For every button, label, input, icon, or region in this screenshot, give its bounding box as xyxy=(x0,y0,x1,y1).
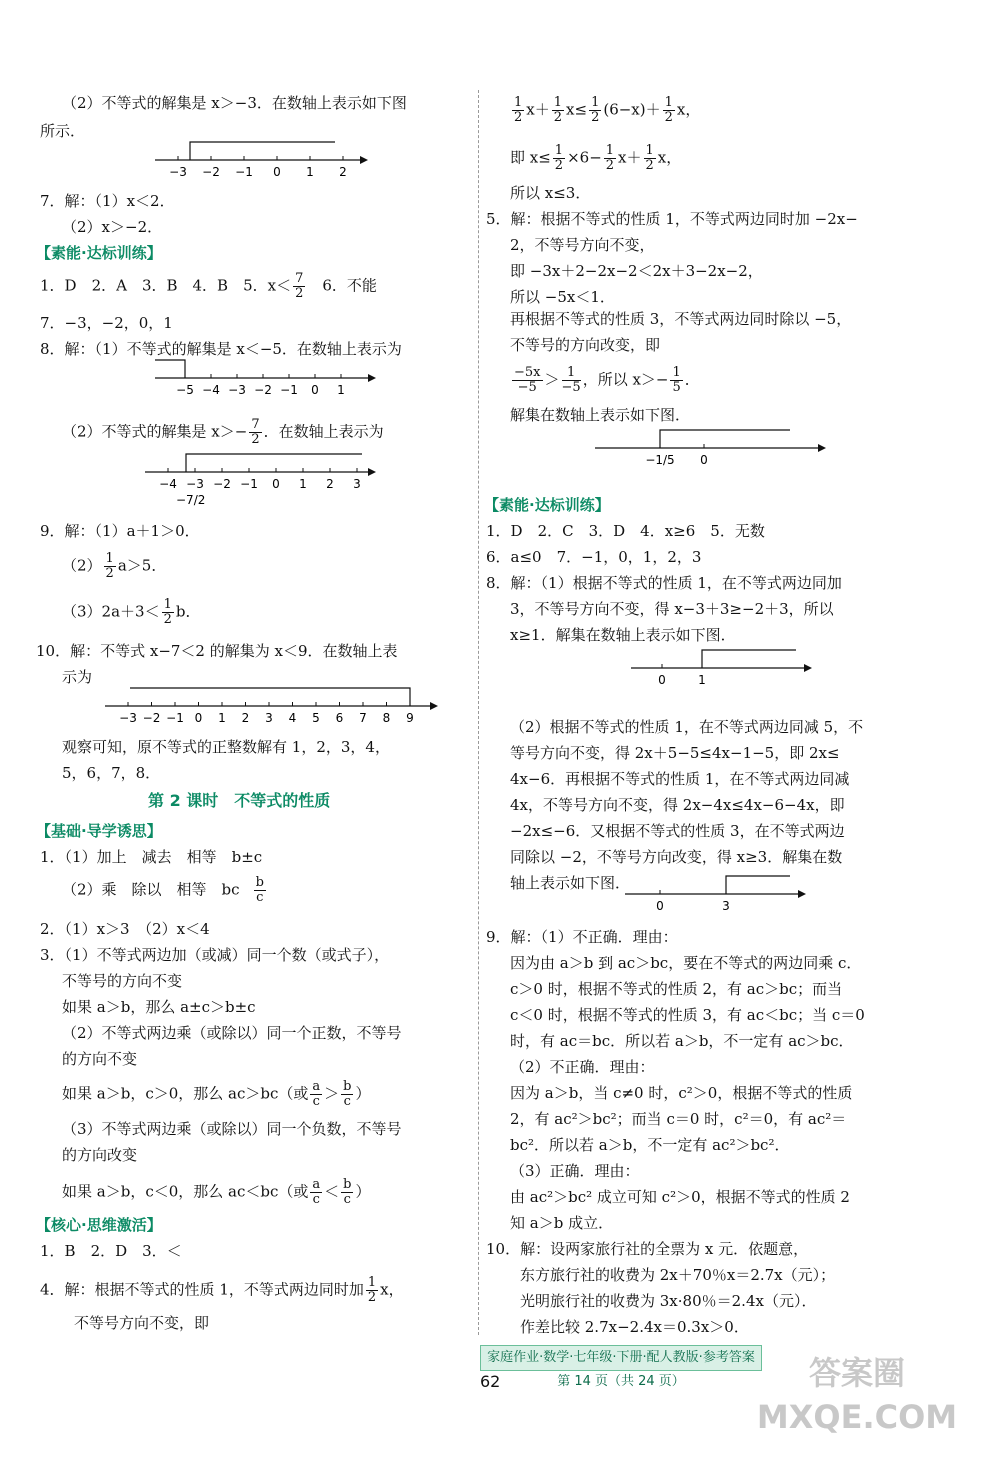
text-line: 时，有 ac＝bc．所以若 a＞b，不一定有 ac＞bc． xyxy=(510,1032,854,1050)
denominator: 2 xyxy=(554,158,564,173)
text-span: x， xyxy=(676,100,701,119)
text-line: 观察可知，原不等式的正整数解有 1，2，3，4， xyxy=(62,738,390,756)
numerator: a xyxy=(312,1177,321,1192)
tick-label: 1 xyxy=(299,477,307,491)
denominator: 2 xyxy=(645,158,654,173)
text-line: 的方向不变 xyxy=(62,1050,138,1068)
text-line: （2）根据不等式的性质 1，在不等式两边同减 5，不 xyxy=(510,718,864,736)
text-span: ．在数轴上表示为 xyxy=(263,422,384,441)
denominator: 2 xyxy=(664,110,673,125)
text-line: 同除以 −2，不等号方向改变，得 x≥3．解集在数 xyxy=(510,848,843,866)
text-line: 的方向改变 xyxy=(62,1146,138,1164)
text-span: （3）2a＋3＜ xyxy=(62,602,160,621)
denominator: 2 xyxy=(591,110,600,125)
text-line xyxy=(40,1276,404,1305)
tick-label: −4 xyxy=(202,383,220,397)
text-line: 3，不等号方向不变，得 x−3＋3≥−2＋3，所以 xyxy=(510,600,834,618)
tick-label: 0 xyxy=(658,673,666,687)
fraction xyxy=(249,418,261,447)
denominator: c xyxy=(312,1192,320,1207)
text-span: x＋ xyxy=(618,148,642,167)
tick-label: 0 xyxy=(700,453,708,467)
tick-label: 8 xyxy=(382,711,391,725)
text-line: 7．−3，−2，0，1 xyxy=(40,314,173,332)
denominator: c xyxy=(343,1192,351,1207)
text-line: 3．（1）不等式两边加（或减）同一个数（或式子）， xyxy=(40,946,390,964)
tick-label: 1 xyxy=(337,383,345,397)
text-span: 4．解：根据不等式的性质 1，不等式两边同时加 xyxy=(40,1280,364,1299)
fraction xyxy=(310,1178,322,1207)
tick-label: −3 xyxy=(119,711,137,725)
numerator: a xyxy=(312,1079,321,1094)
fraction xyxy=(644,144,656,173)
numerator: b xyxy=(343,1079,352,1094)
tick-label: −3 xyxy=(186,477,204,491)
denominator: −5 xyxy=(561,380,581,395)
text-line: （2）不正确．理由： xyxy=(510,1058,655,1076)
text-line xyxy=(62,1178,371,1207)
text-line: 9．解：（1）不正确．理由： xyxy=(486,928,678,946)
fraction xyxy=(512,366,543,395)
numerator: 1 xyxy=(553,95,563,110)
tick-label: 0 xyxy=(194,711,203,725)
tick-label: −1 xyxy=(166,711,184,725)
tick-label: 0 xyxy=(656,899,664,913)
tick-label: 1 xyxy=(698,673,706,687)
page-footer: 家庭作业·数学·七年级·下册·配人教版·参考答案 第 14 页（共 24 页） xyxy=(480,1345,762,1371)
text-line xyxy=(62,552,166,581)
denominator: 2 xyxy=(163,612,172,627)
tick-label: −7/2 xyxy=(176,493,206,507)
fraction xyxy=(512,96,524,125)
tick-label: −5 xyxy=(176,383,194,397)
tick-label: 3 xyxy=(722,899,730,913)
tick-label: 4 xyxy=(288,711,297,725)
text-line: 1．B 2．D 3．＜ xyxy=(40,1242,182,1260)
text-line: 东方旅行社的收费为 2x＋70％x＝2.7x（元）； xyxy=(520,1266,836,1284)
text-line: 知 a＞b 成立． xyxy=(510,1214,614,1232)
numerator: 1 xyxy=(645,143,654,158)
fraction xyxy=(366,1276,378,1305)
column-divider xyxy=(478,90,479,1335)
denominator: 2 xyxy=(251,432,260,447)
text-line xyxy=(62,1080,371,1109)
text-line: 不等号的方向改变，即 xyxy=(510,336,661,354)
text-line: 7．解：（1）x＜2． xyxy=(40,192,175,210)
text-line: 9．解：（1）a＋1＞0． xyxy=(40,522,200,540)
text-span: 如果 a＞b，c＞0，那么 ac＞bc（或 xyxy=(62,1084,309,1103)
tick-label: −2 xyxy=(202,165,220,179)
text-span: 即 x≤ xyxy=(510,148,551,167)
text-line: 2．（1）x＞3 （2）x＜4 xyxy=(40,920,210,938)
numerator: 1 xyxy=(664,95,673,110)
tick-label: 5 xyxy=(312,711,320,725)
denominator: c xyxy=(312,1094,320,1109)
tick-label: −4 xyxy=(159,477,177,491)
tick-label: 2 xyxy=(326,477,334,491)
text-line: −2x≤−6．又根据不等式的性质 3，在不等式两边 xyxy=(510,822,845,840)
text-line: 所以 x≤3． xyxy=(510,184,591,202)
fraction xyxy=(670,366,682,395)
denominator: 2 xyxy=(605,158,615,173)
number-line-6 xyxy=(626,644,816,690)
number-line-7 xyxy=(620,870,810,916)
text-line xyxy=(40,272,377,301)
text-line: 4x，不等号方向不变，得 2x−4x≤4x−6−4x，即 xyxy=(510,796,845,814)
text-line: 光明旅行社的收费为 3x·80％＝2.4x（元）． xyxy=(520,1292,817,1310)
numerator: 1 xyxy=(562,366,581,381)
section-heading: 【素能·达标训练】 xyxy=(36,244,162,262)
text-span: 6．不能 xyxy=(307,276,377,295)
numerator: 1 xyxy=(163,597,172,612)
numerator: b xyxy=(343,1177,352,1192)
numerator: −5x xyxy=(514,365,541,380)
number-line-5 xyxy=(590,424,830,480)
text-span: 1．D 2．A 3．B 4．B 5．x＜ xyxy=(40,276,292,295)
text-span: （2）乘 除以 相等 bc xyxy=(62,880,240,899)
text-line: （2）x＞−2． xyxy=(62,218,163,236)
text-line xyxy=(510,96,700,125)
number-line-2 xyxy=(150,356,380,400)
text-line: 5．解：根据不等式的性质 1，不等式两边同时加 −2x− xyxy=(486,210,858,228)
fraction xyxy=(254,876,266,905)
tick-label: −3 xyxy=(169,165,187,179)
text-line: 1．（1）加上 减去 相等 b±c xyxy=(40,848,263,866)
numerator: 1 xyxy=(367,1275,377,1290)
denominator: 2 xyxy=(367,1290,377,1305)
text-line: bc²．所以若 a＞b，不一定有 ac²＞bc²． xyxy=(510,1136,790,1154)
text-span: （2） xyxy=(62,556,102,575)
text-span: ） xyxy=(355,1182,371,1201)
numerator: 1 xyxy=(605,143,615,158)
text-line: 解集在数轴上表示如下图． xyxy=(510,406,691,424)
text-line: 8．解：（1）不等式的解集是 x＜−5．在数轴上表示为 xyxy=(40,340,402,358)
numerator: 1 xyxy=(105,551,114,566)
tick-label: 9 xyxy=(406,711,414,725)
text-span: x， xyxy=(657,148,682,167)
text-span: （2）不等式的解集是 x＞− xyxy=(62,422,248,441)
text-span: ＞ xyxy=(324,1084,340,1103)
text-span: ，所以 x＞− xyxy=(582,370,669,389)
denominator: 5 xyxy=(672,380,681,395)
number-line-3 xyxy=(140,448,380,510)
tick-label: −1 xyxy=(235,165,253,179)
tick-label: 3 xyxy=(265,711,273,725)
text-line: 即 −3x＋2−2x−2＜2x＋3−2x−2， xyxy=(510,262,763,280)
number-line-1 xyxy=(150,138,370,180)
denominator: c xyxy=(343,1094,351,1109)
section-heading: 【素能·达标训练】 xyxy=(484,496,610,514)
text-line xyxy=(510,144,681,173)
text-line: 4x−6．再根据不等式的性质 1，在不等式两边同减 xyxy=(510,770,850,788)
tick-label: −2 xyxy=(142,711,161,725)
text-line: （3）不等式两边乘（或除以）同一个负数，不等号 xyxy=(62,1120,402,1138)
fraction xyxy=(562,366,581,395)
tick-label: −1 xyxy=(280,383,298,397)
text-line: 所示． xyxy=(40,122,86,140)
text-line: 示为 xyxy=(62,668,93,686)
tick-label: 3 xyxy=(353,477,361,491)
tick-label: 2 xyxy=(339,165,347,179)
tick-label: 2 xyxy=(241,711,250,725)
text-line: 由 ac²＞bc² 成立可知 c²＞0，根据不等式的性质 2 xyxy=(510,1188,850,1206)
denominator: 2 xyxy=(553,110,563,125)
tick-label: 7 xyxy=(359,711,367,725)
text-line: 6．a≤0 7．−1，0，1，2，3 xyxy=(486,548,702,566)
fraction xyxy=(341,1178,353,1207)
lesson-title: 第 2 课时 不等式的性质 xyxy=(148,791,331,810)
text-line: 轴上表示如下图． xyxy=(510,874,631,892)
text-line xyxy=(62,418,384,447)
text-line xyxy=(62,598,200,627)
text-line: 所以 −5x＜1． xyxy=(510,288,615,306)
numerator: 1 xyxy=(591,95,600,110)
denominator: 2 xyxy=(514,110,523,125)
text-line: （2）不等式两边乘（或除以）同一个正数，不等号 xyxy=(62,1024,402,1042)
fraction xyxy=(589,96,601,125)
tick-label: 1 xyxy=(306,165,314,179)
numerator: 1 xyxy=(672,365,681,380)
text-line: 如果 a＞b，那么 a±c＞b±c xyxy=(62,998,256,1016)
denominator: −5 xyxy=(517,380,537,395)
numerator: 1 xyxy=(514,95,523,110)
text-line: 再根据不等式的性质 3，不等式两边同时除以 −5， xyxy=(510,310,852,328)
text-line: 2，不等号方向不变， xyxy=(510,236,655,254)
tick-label: 0 xyxy=(311,383,319,397)
denominator: c xyxy=(256,890,264,905)
denominator: 2 xyxy=(295,286,304,301)
tick-label: −2 xyxy=(254,383,272,397)
text-line xyxy=(510,366,700,395)
text-span: (6−x)＋ xyxy=(603,100,661,119)
text-line: （2）不等式的解集是 x＞−3．在数轴上表示如下图 xyxy=(62,94,407,112)
text-span: ＞ xyxy=(544,370,560,389)
numerator: b xyxy=(255,875,264,890)
tick-label: 1 xyxy=(218,711,226,725)
text-line: x≥1．解集在数轴上表示如下图． xyxy=(510,626,736,644)
text-line: 10．解：设两家旅行社的全票为 x 元．依题意， xyxy=(486,1240,809,1258)
text-line: c＜0 时，根据不等式的性质 3，有 ac＜bc；当 c＝0 xyxy=(510,1006,865,1024)
tick-label: −3 xyxy=(228,383,246,397)
tick-label: −1/5 xyxy=(645,453,675,467)
text-line: 8．解：（1）根据不等式的性质 1，在不等式两边同加 xyxy=(486,574,842,592)
text-line: 5，6，7，8． xyxy=(62,764,161,782)
text-span: ． xyxy=(684,370,700,389)
fraction xyxy=(162,598,174,627)
fraction xyxy=(104,552,116,581)
text-line xyxy=(62,876,268,905)
text-span: b． xyxy=(175,602,201,621)
section-heading: 【基础·导学诱思】 xyxy=(36,822,162,840)
tick-label: 6 xyxy=(335,711,344,725)
fraction xyxy=(604,144,616,173)
text-span: ） xyxy=(355,1084,371,1103)
text-line: 2，有 ac²＞bc²；而当 c＝0 时，c²＝0，有 ac²＝ xyxy=(510,1110,847,1128)
text-span: x≤ xyxy=(566,100,588,119)
text-span: 如果 a＞b，c＜0，那么 ac＜bc（或 xyxy=(62,1182,309,1201)
tick-label: 0 xyxy=(273,165,281,179)
watermark: 答案圈 MXQE.COM xyxy=(756,1354,958,1436)
numerator: 7 xyxy=(295,271,304,286)
fraction xyxy=(341,1080,353,1109)
text-span: ＜ xyxy=(324,1182,340,1201)
tick-label: −2 xyxy=(213,477,231,491)
page-number: 62 xyxy=(480,1372,501,1391)
text-line: 不等号的方向不变 xyxy=(62,972,183,990)
number-line-4 xyxy=(100,684,446,728)
text-line: 因为由 a＞b 到 ac＞bc，要在不等式的两边同乘 c． xyxy=(510,954,862,972)
section-heading: 【核心·思维激活】 xyxy=(36,1216,162,1234)
text-span: x＋ xyxy=(526,100,550,119)
text-line: 10．解：不等式 x−7＜2 的解集为 x＜9．在数轴上表 xyxy=(36,642,398,660)
text-span: a＞5． xyxy=(117,556,167,575)
text-span: ×6− xyxy=(567,148,602,167)
text-span: x， xyxy=(380,1280,404,1299)
numerator: 1 xyxy=(554,143,564,158)
text-line: 作差比较 2.7x−2.4x＝0.3x＞0． xyxy=(520,1318,749,1336)
numerator: 7 xyxy=(251,417,260,432)
fraction xyxy=(552,96,564,125)
tick-label: 0 xyxy=(272,477,280,491)
denominator: 2 xyxy=(105,566,114,581)
text-line: c＞0 时，根据不等式的性质 2，有 ac＞bc；而当 xyxy=(510,980,843,998)
text-line: 1．D 2．C 3．D 4．x≥6 5．无数 xyxy=(486,522,765,540)
text-line: （3）正确．理由： xyxy=(510,1162,640,1180)
tick-label: −1 xyxy=(240,477,258,491)
fraction xyxy=(663,96,675,125)
text-line: 因为 a＞b，当 c≠0 时，c²＞0，根据不等式的性质 xyxy=(510,1084,853,1102)
fraction xyxy=(293,272,305,301)
fraction xyxy=(553,144,565,173)
fraction xyxy=(310,1080,322,1109)
text-line: 不等号方向不变，即 xyxy=(74,1314,210,1332)
text-line: 等号方向不变，得 2x＋5−5≤4x−1−5，即 2x≤ xyxy=(510,744,840,762)
